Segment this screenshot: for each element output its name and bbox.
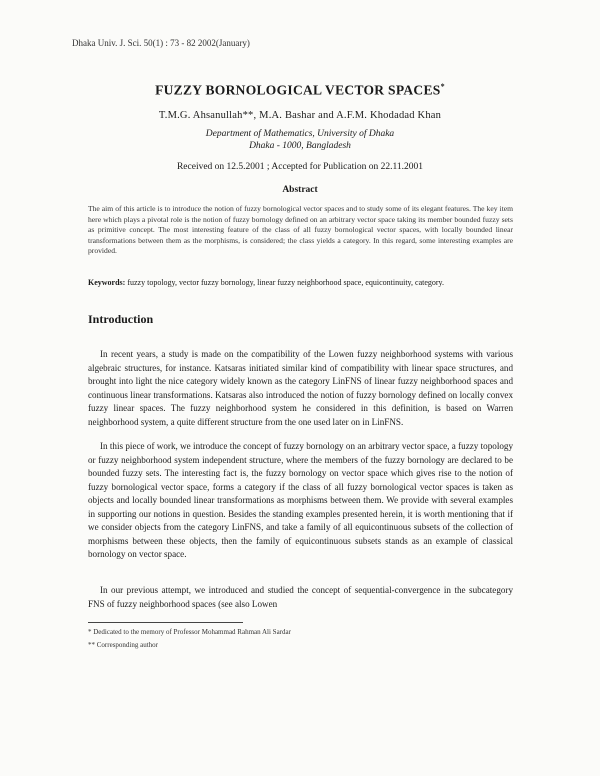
title-text: FUZZY BORNOLOGICAL VECTOR SPACES bbox=[155, 82, 441, 98]
keywords-label: Keywords: bbox=[88, 278, 126, 287]
abstract-text: The aim of this article is to introduce the notion of fuzzy bornological vector spaces and to study some of its elegant features. The key item here which plays a pivotal role is the notion of fuzzy bornology defined on an arbitrary vector space taking its member bounded fuzzy sets as primitive concept. The most interesting feature of the class of all fuzzy bornological vector spaces, with locally bounded linear transformations between them as the morphisms, is considered; the class yields a category. In this regard, some interesting examples are provided. bbox=[88, 204, 513, 256]
title-footnote-mark: * bbox=[440, 82, 445, 91]
paragraph: In recent years, a study is made on the compatibility of the Lowen fuzzy neighborhood systems with various algebraic structures, for instance. Katsaras initiated similar kind of compatibility with linear space structures, and brought into light the nice category widely known as the category LinFNS of linear fuzzy neighborhood spaces and continuous linear transformations. Katsaras also introduced the notion of fuzzy bornology defined on locally convex fuzzy linear spaces. The fuzzy neighborhood system he considered in this definition, is based on Warren neighborhood system, a quite different structure from the one used later on in LinFNS. bbox=[88, 349, 513, 427]
abstract-heading: Abstract bbox=[282, 185, 318, 195]
footnote: * Dedicated to the memory of Professor Mohammad Rahman Ali Sardar bbox=[88, 628, 291, 636]
authors: T.M.G. Ahsanullah**, M.A. Bashar and A.F.M. Khodadad Khan bbox=[158, 110, 442, 121]
received-dates: Received on 12.5.2001 ; Accepted for Publication on 22.11.2001 bbox=[176, 162, 424, 172]
affiliation-line: Dhaka - 1000, Bangladesh bbox=[249, 141, 351, 151]
paper-title bbox=[0, 82, 600, 99]
footnote-rule bbox=[88, 622, 243, 623]
keywords bbox=[88, 277, 513, 288]
paragraph: In this piece of work, we introduce the concept of fuzzy bornology on an arbitrary vector space, a fuzzy topology or fuzzy neighborhood system independent structure, where the members of the fuzzy bornology are declared to be bounded fuzzy sets. The interesting fact is, the fuzzy bornology on vector space which gives rise to the notion of fuzzy bornological vector space, forms a category if the class of all fuzzy bornological vector spaces is taken as objects and locally bounded linear transformations as morphisms between them. We provide with several examples in supporting our notions in question. Besides the standing examples presented herein, it is worth mentioning that if we consider objects from the category LinFNS, and take a family of all equicontinuous subsets of the collection of morphisms between these objects, then the family of equicontinuous subsets stands as an example of classical bornology on vector space. bbox=[88, 441, 513, 559]
affiliation bbox=[0, 128, 600, 152]
keywords-text: fuzzy topology, vector fuzzy bornology, linear fuzzy neighborhood space, equicontinuity, category. bbox=[127, 278, 445, 287]
journal-header: Dhaka Univ. J. Sci. 50(1) : 73 - 82 2002(January) bbox=[72, 38, 250, 48]
footnote: ** Corresponding author bbox=[88, 641, 158, 649]
paragraph: In our previous attempt, we introduced and studied the concept of sequential-convergence in the subcategory FNS of fuzzy neighborhood spaces (see also Lowen bbox=[88, 585, 513, 609]
affiliation-line: Department of Mathematics, University of Dhaka bbox=[205, 129, 395, 139]
section-heading: Introduction bbox=[88, 312, 154, 326]
